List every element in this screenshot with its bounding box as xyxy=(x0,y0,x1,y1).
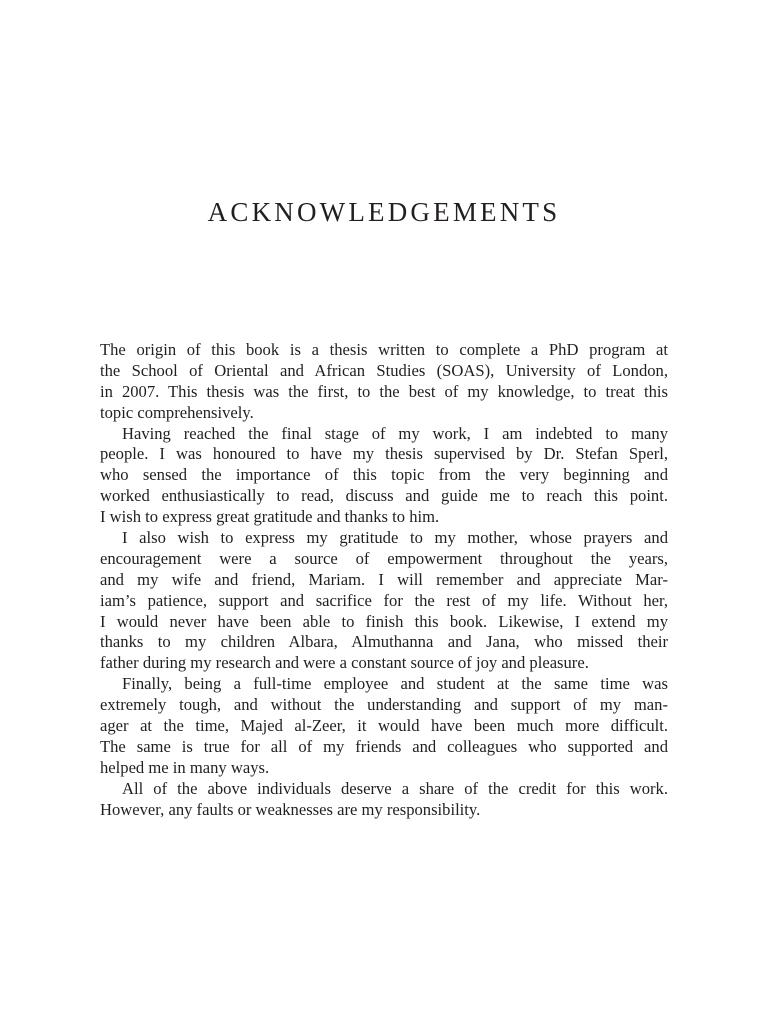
text-line: Having reached the final stage of my work, I am indebted to many xyxy=(122,423,668,443)
page-heading: ACKNOWLEDGEMENTS xyxy=(207,197,561,227)
paragraph xyxy=(100,674,668,778)
text-line: topic comprehensively. xyxy=(100,402,254,422)
text-line: in 2007. This thesis was the first, to the best of my knowledge, to treat this xyxy=(100,381,668,401)
text-line: The origin of this book is a thesis written to complete a PhD program at xyxy=(100,340,668,359)
text-line: father during my research and were a constant source of joy and pleasure. xyxy=(100,653,589,673)
text-line: extremely tough, and without the understanding and support of my man- xyxy=(100,695,668,715)
text-line: people. I was honoured to have my thesis supervised by Dr. Stefan Sperl, xyxy=(100,444,668,464)
text-line: iam’s patience, support and sacrifice for the rest of my life. Without her, xyxy=(100,590,668,610)
text-line: thanks to my children Albara, Almuthanna and Jana, who missed their xyxy=(100,632,668,652)
acknowledgements-body xyxy=(100,340,668,820)
text-line: worked enthusiastically to read, discuss and guide me to reach this point. xyxy=(100,486,668,506)
paragraph xyxy=(100,340,668,424)
text-line: helped me in many ways. xyxy=(100,757,270,777)
paragraph xyxy=(100,779,668,821)
text-line: the School of Oriental and African Studies (SOAS), University of London, xyxy=(100,360,668,380)
paragraph xyxy=(100,424,668,528)
text-line: encouragement were a source of empowerment throughout the years, xyxy=(100,548,668,568)
text-line: The same is true for all of my friends and colleagues who supported and xyxy=(100,736,668,756)
text-line: I also wish to express my gratitude to my mother, whose prayers and xyxy=(122,528,668,548)
text-line: I wish to express great gratitude and thanks to him. xyxy=(100,507,440,527)
text-line: Finally, being a full-time employee and student at the same time was xyxy=(122,674,668,694)
paragraph xyxy=(100,528,668,674)
text-line: who sensed the importance of this topic from the very beginning and xyxy=(100,465,668,485)
text-line: However, any faults or weaknesses are my responsibility. xyxy=(100,799,481,819)
text-line: ager at the time, Majed al-Zeer, it would have been much more difficult. xyxy=(100,716,668,736)
text-line: and my wife and friend, Mariam. I will remember and appreciate Mar- xyxy=(100,569,668,589)
text-line: All of the above individuals deserve a share of the credit for this work. xyxy=(122,778,668,798)
text-line: I would never have been able to finish this book. Likewise, I extend my xyxy=(100,611,668,631)
